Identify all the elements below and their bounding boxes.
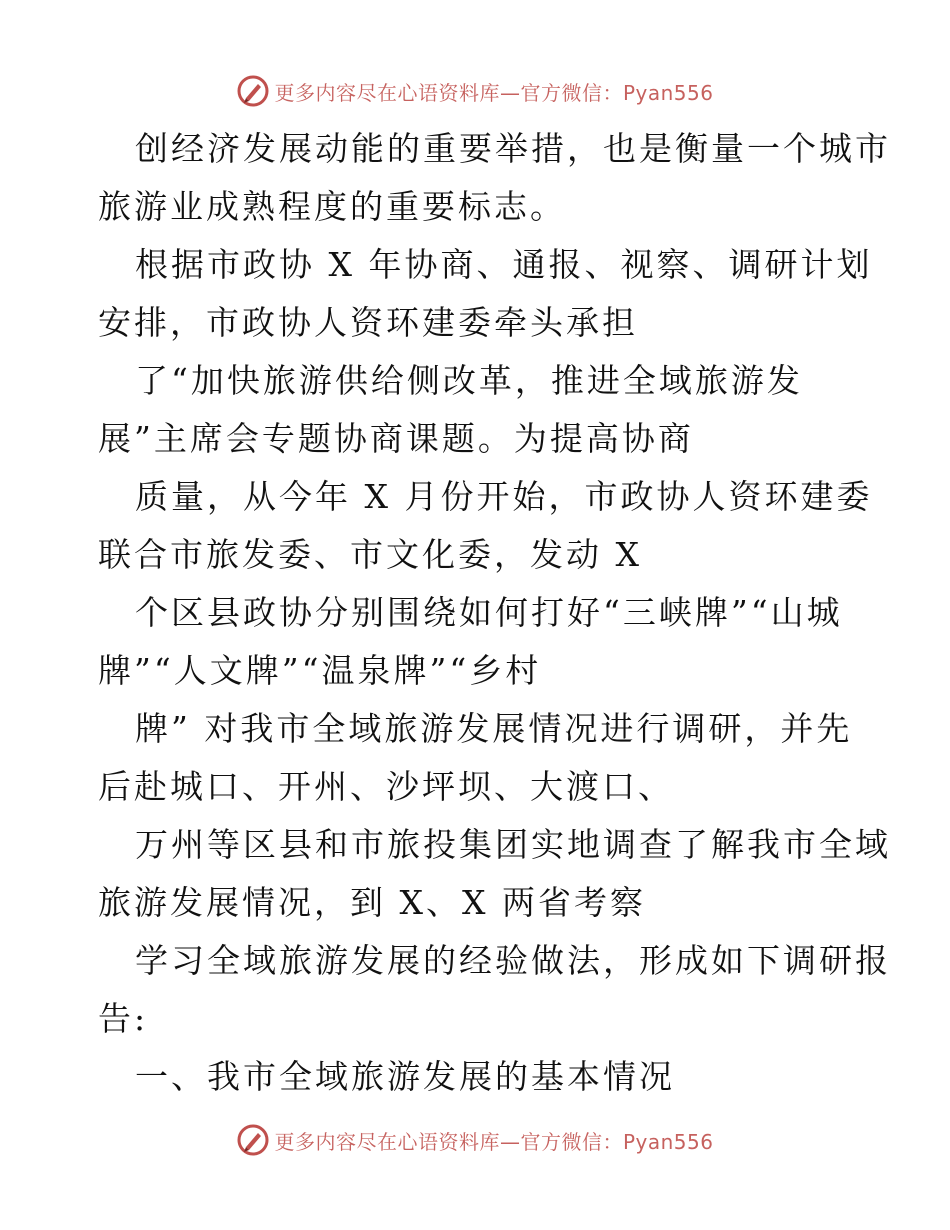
pen-circle-logo-icon: [236, 1123, 270, 1157]
pen-circle-logo-icon: [236, 74, 270, 108]
text-line: 学习全域旅游发展的经验做法，形成如下调研报: [135, 941, 891, 980]
watermark-text: 更多内容尽在心语资料库—官方微信：Pyan556: [274, 1129, 714, 1154]
text-line: 告:: [98, 999, 149, 1038]
footer-watermark: [0, 1120, 950, 1160]
document-body: [98, 120, 891, 1106]
header-watermark: [0, 71, 950, 111]
text-line: 牌” 对我市全域旅游发展情况进行调研，并先: [135, 709, 853, 748]
text-line: 后赴城口、开州、沙坪坝、大渡口、: [98, 767, 674, 806]
section-heading: 一、我市全域旅游发展的基本情况: [135, 1057, 675, 1096]
text-line: 质量，从今年 X 月份开始，市政协人资环建委: [135, 477, 873, 516]
text-line: 根据市政协 X 年协商、通报、视察、调研计划: [135, 245, 873, 284]
text-line: 联合市旅发委、市文化委，发动 X: [98, 535, 642, 574]
text-line: 展”主席会专题协商课题。为提高协商: [98, 419, 694, 458]
text-line: 牌”“人文牌”“温泉牌”“乡村: [98, 651, 542, 690]
text-line: 万州等区县和市旅投集团实地调查了解我市全域: [135, 825, 891, 864]
text-line: 个区县政协分别围绕如何打好“三峡牌”“山城: [135, 593, 843, 632]
text-line: 旅游业成熟程度的重要标志。: [98, 187, 566, 226]
text-line: 了“加快旅游供给侧改革，推进全域旅游发: [135, 361, 803, 400]
watermark-text: 更多内容尽在心语资料库—官方微信：Pyan556: [274, 80, 714, 105]
text-line: 旅游发展情况，到 X、X 两省考察: [98, 883, 646, 922]
text-line: 创经济发展动能的重要举措，也是衡量一个城市: [135, 129, 891, 168]
text-line: 安排，市政协人资环建委牵头承担: [98, 303, 638, 342]
